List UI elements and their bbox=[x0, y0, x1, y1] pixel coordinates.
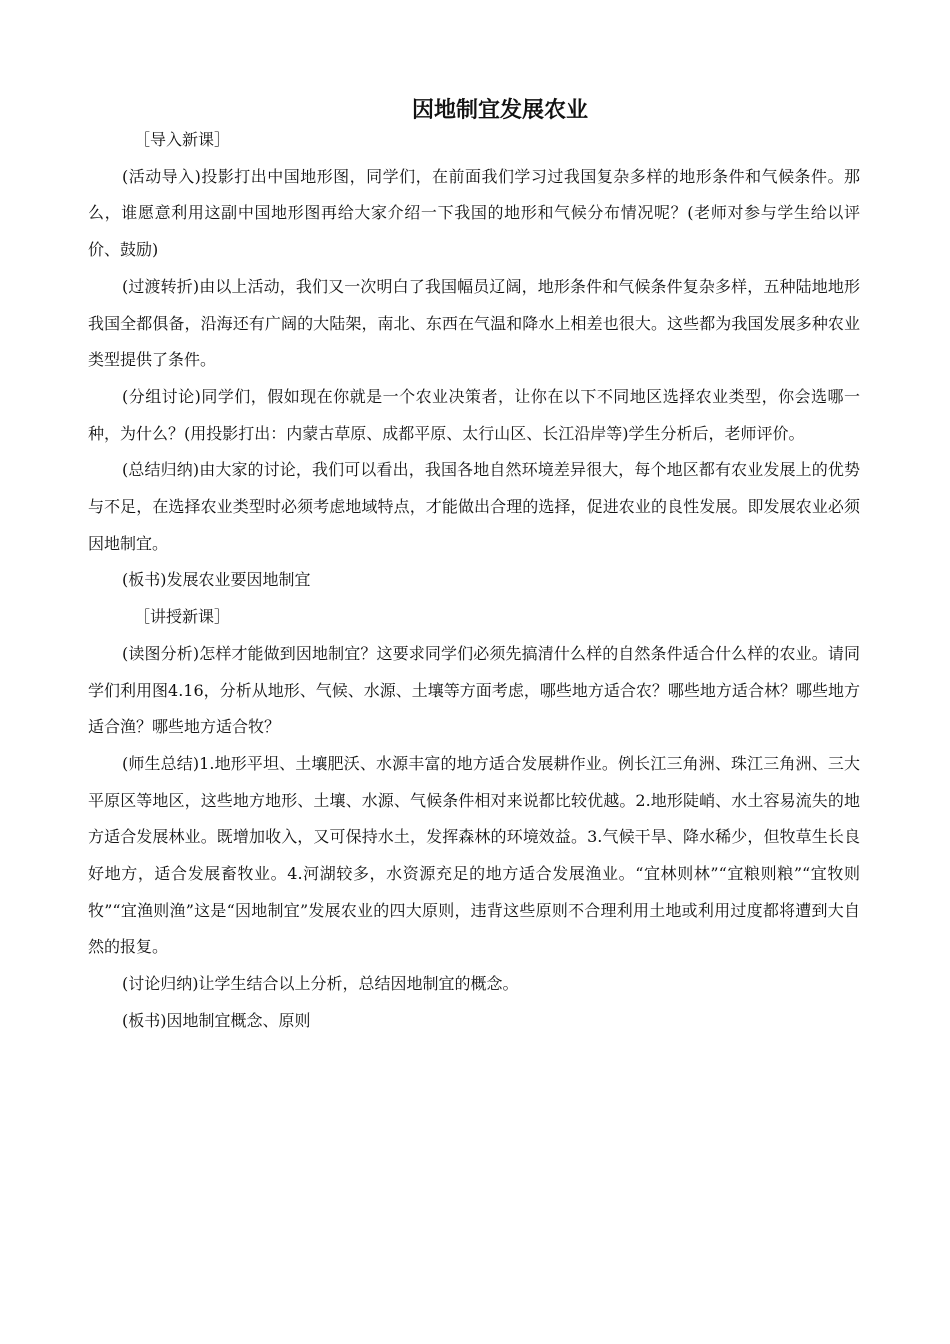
paragraph-activity-intro: (活动导入)投影打出中国地形图，同学们，在前面我们学习过我国复杂多样的地形条件和气候条件。那么，谁愿意利用这副中国地形图再给大家介绍一下我国的地形和气候分布情况呢？(老师对参与学生给以评价、鼓励) bbox=[88, 166, 860, 260]
section-heading-new-lesson: ［讲授新课］ bbox=[134, 607, 231, 627]
document-body bbox=[88, 122, 860, 1040]
paragraph-teacher-student-summary: (师生总结)1.地形平坦、土壤肥沃、水源丰富的地方适合发展耕作业。例长江三角洲、珠江三角洲、三大平原区等地区，这些地方地形、土壤、水源、气候条件相对来说都比较优越。2.地形陡峭、水土容易流失的地方适合发展林业。既增加收入，又可保持水土，发挥森林的环境效益。3.气候干旱、降水稀少，但牧草生长良好地方，适合发展畜牧业。4.河湖较多，水资源充足的地方适合发展渔业。“宜林则林”“宜粮则粮”“宜牧则牧”“宜渔则渔”这是“因地制宜”发展农业的四大原则，违背这些原则不合理利用土地或利用过度都将遭到大自然的报复。 bbox=[88, 753, 860, 957]
paragraph-discussion-conclusion: (讨论归纳)让学生结合以上分析，总结因地制宜的概念。 bbox=[122, 974, 519, 994]
paragraph-group-discussion: (分组讨论)同学们，假如现在你就是一个农业决策者，让你在以下不同地区选择农业类型，你会选哪一种，为什么？(用投影打出：内蒙古草原、成都平原、太行山区、长江沿岸等)学生分析后，老师评价。 bbox=[88, 386, 860, 443]
section-heading-intro: ［导入新课］ bbox=[134, 130, 231, 149]
document-title: 因地制宜发展农业 bbox=[411, 98, 588, 123]
paragraph-transition: (过渡转折)由以上活动，我们又一次明白了我国幅员辽阔，地形条件和气候条件复杂多样，五种陆地地形我国全都俱备，沿海还有广阔的大陆架，南北、东西在气温和降水上相差也很大。这些都为我国发展多种农业类型提供了条件。 bbox=[88, 276, 860, 370]
paragraph-map-analysis: (读图分析)怎样才能做到因地制宜？这要求同学们必须先搞清什么样的自然条件适合什么样的农业。请同学们利用图4.16，分析从地形、气候、水源、土壤等方面考虑，哪些地方适合农？哪些地方适合林？哪些地方适合渔？哪些地方适合牧？ bbox=[88, 643, 860, 737]
paragraph-board-note-2: (板书)因地制宜概念、原则 bbox=[122, 1010, 311, 1030]
paragraph-summary: (总结归纳)由大家的讨论，我们可以看出，我国各地自然环境差异很大，每个地区都有农业发展上的优势与不足，在选择农业类型时必须考虑地域特点，才能做出合理的选择，促进农业的良性发展。即发展农业必须因地制宜。 bbox=[88, 460, 860, 553]
paragraph-board-note-1: (板书)发展农业要因地制宜 bbox=[122, 570, 311, 590]
